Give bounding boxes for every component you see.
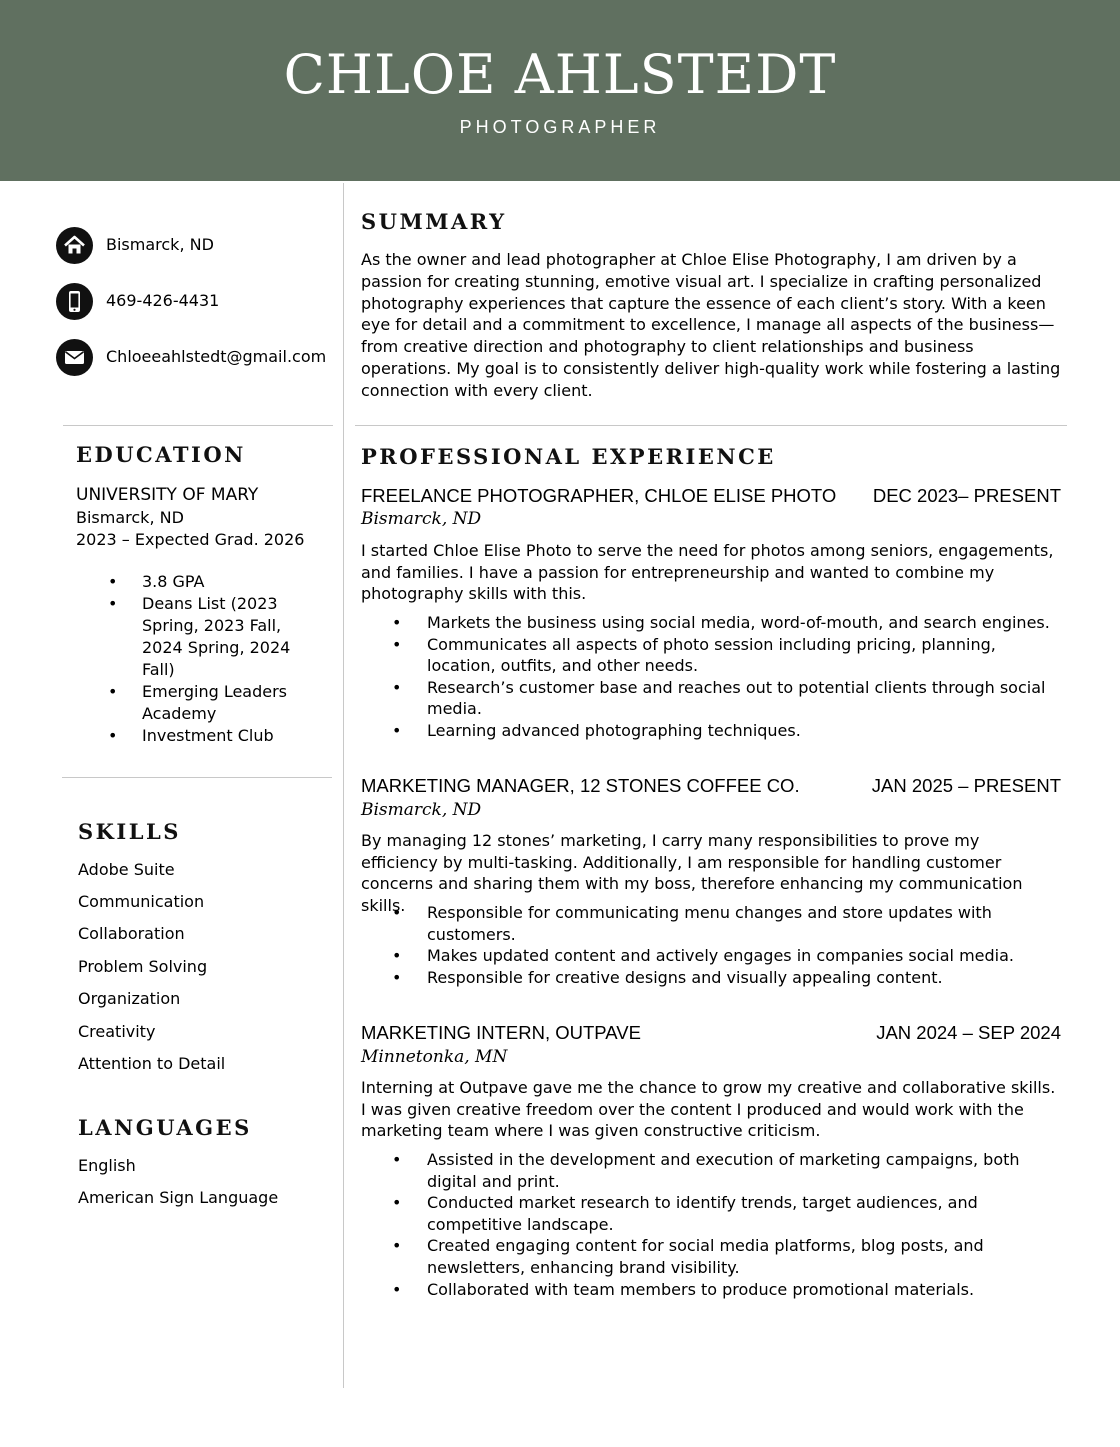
job-bullets xyxy=(392,902,1064,988)
languages-heading: LANGUAGES xyxy=(78,1115,252,1140)
mail-icon xyxy=(56,339,93,376)
list-item: • Assisted in the development and execution of marketing campaigns, both digital and print. xyxy=(392,1149,1064,1192)
job-title: FREELANCE PHOTOGRAPHER, CHLOE ELISE PHOTO xyxy=(361,485,837,506)
skill-item: Communication xyxy=(78,892,205,911)
list-item: • Communicates all aspects of photo session including pricing, planning, location, outfits, and other needs. xyxy=(392,634,1064,677)
email-text[interactable]: Chloeeahlstedt@gmail.com xyxy=(106,347,327,366)
skill-item: Organization xyxy=(78,989,181,1008)
job-title: MARKETING MANAGER, 12 STONES COFFEE CO. xyxy=(361,775,800,796)
phone-text[interactable]: 469-426-4431 xyxy=(106,291,220,310)
job-dates: DEC 2023– PRESENT xyxy=(872,485,1061,506)
job-description: Interning at Outpave gave me the chance to grow my creative and collaborative skills. I was given creative freedom over the content I produced and would work with the marketing team where I was given constructive criticism. xyxy=(361,1078,1056,1141)
divider xyxy=(62,777,332,778)
divider xyxy=(355,425,1067,426)
list-item: • 3.8 GPA xyxy=(108,571,328,593)
skill-item: Adobe Suite xyxy=(78,860,175,879)
person-name: CHLOE AHLSTEDT xyxy=(283,43,837,106)
header-banner xyxy=(0,0,1120,181)
job-location: Bismarck, ND xyxy=(361,800,482,820)
job-dates: JAN 2025 – PRESENT xyxy=(871,775,1061,796)
job-location: Minnetonka, MN xyxy=(361,1047,508,1067)
summary-heading: SUMMARY xyxy=(361,209,507,234)
home-icon xyxy=(56,227,93,264)
education-bullets xyxy=(108,571,328,747)
skill-item: Problem Solving xyxy=(78,957,208,976)
language-item: English xyxy=(78,1156,136,1175)
job-bullets xyxy=(392,612,1064,742)
language-item: American Sign Language xyxy=(78,1188,279,1207)
list-item: • Emerging Leaders Academy xyxy=(108,681,292,725)
skill-item: Attention to Detail xyxy=(78,1054,226,1073)
list-item: • Investment Club xyxy=(108,725,328,747)
list-item: • Collaborated with team members to produce promotional materials. xyxy=(392,1279,1064,1301)
list-item: • Research’s customer base and reaches out to potential clients through social media. xyxy=(392,677,1064,720)
job-title: MARKETING INTERN, OUTPAVE xyxy=(361,1022,641,1043)
list-item: • Markets the business using social media, word-of-mouth, and search engines. xyxy=(392,612,1064,634)
school-location: Bismarck, ND xyxy=(76,508,184,527)
skills-heading: SKILLS xyxy=(78,819,181,844)
list-item: • Created engaging content for social media platforms, blog posts, and newsletters, enhancing brand visibility. xyxy=(392,1235,1017,1278)
list-item: • Learning advanced photographing techniques. xyxy=(392,720,1064,742)
education-heading: EDUCATION xyxy=(76,442,246,467)
job-bullets xyxy=(392,1149,1064,1300)
skill-item: Creativity xyxy=(78,1022,156,1041)
skill-item: Collaboration xyxy=(78,924,185,943)
list-item: • Deans List (2023 Spring, 2023 Fall, 2024 Spring, 2024 Fall) xyxy=(108,593,292,681)
list-item: • Responsible for creative designs and visually appealing content. xyxy=(392,967,1064,989)
list-item: • Conducted market research to identify trends, target audiences, and competitive landscape. xyxy=(392,1192,1064,1235)
location-text: Bismarck, ND xyxy=(106,235,214,254)
job-location: Bismarck, ND xyxy=(361,509,482,529)
school-dates: 2023 – Expected Grad. 2026 xyxy=(76,530,305,549)
job-title-heading: PHOTOGRAPHER xyxy=(459,117,661,137)
column-divider xyxy=(343,183,344,1388)
school-name: UNIVERSITY OF MARY xyxy=(76,485,259,505)
phone-icon xyxy=(56,283,93,320)
job-dates: JAN 2024 – SEP 2024 xyxy=(876,1022,1061,1043)
job-description: By managing 12 stones’ marketing, I carry many responsibilities to prove my efficiency by multi-tasking. Additionally, I am responsible for handling customer concerns and sharing them with my boss, therefore enhancing my communication skills. xyxy=(361,831,1023,915)
experience-heading: PROFESSIONAL EXPERIENCE xyxy=(361,444,776,469)
divider xyxy=(63,425,333,426)
job-description: I started Chloe Elise Photo to serve the need for photos among seniors, engagements, and families. I have a passion for entrepreneurship and wanted to combine my photography skills with this. xyxy=(361,541,1054,604)
summary-text: As the owner and lead photographer at Chloe Elise Photography, I am driven by a passion for creating stunning, emotive visual art. I specialize in crafting personalized photography experiences that capture the essence of each client’s story. With a keen eye for detail and a commitment to excellence, I manage all aspects of the business—from creative direction and photography to client relationships and business operations. My goal is to consistently deliver high-quality work while fostering a lasting connection with every client. xyxy=(361,250,1061,400)
list-item: • Responsible for communicating menu changes and store updates with customers. xyxy=(392,902,1017,945)
list-item: • Makes updated content and actively engages in companies social media. xyxy=(392,945,1064,967)
